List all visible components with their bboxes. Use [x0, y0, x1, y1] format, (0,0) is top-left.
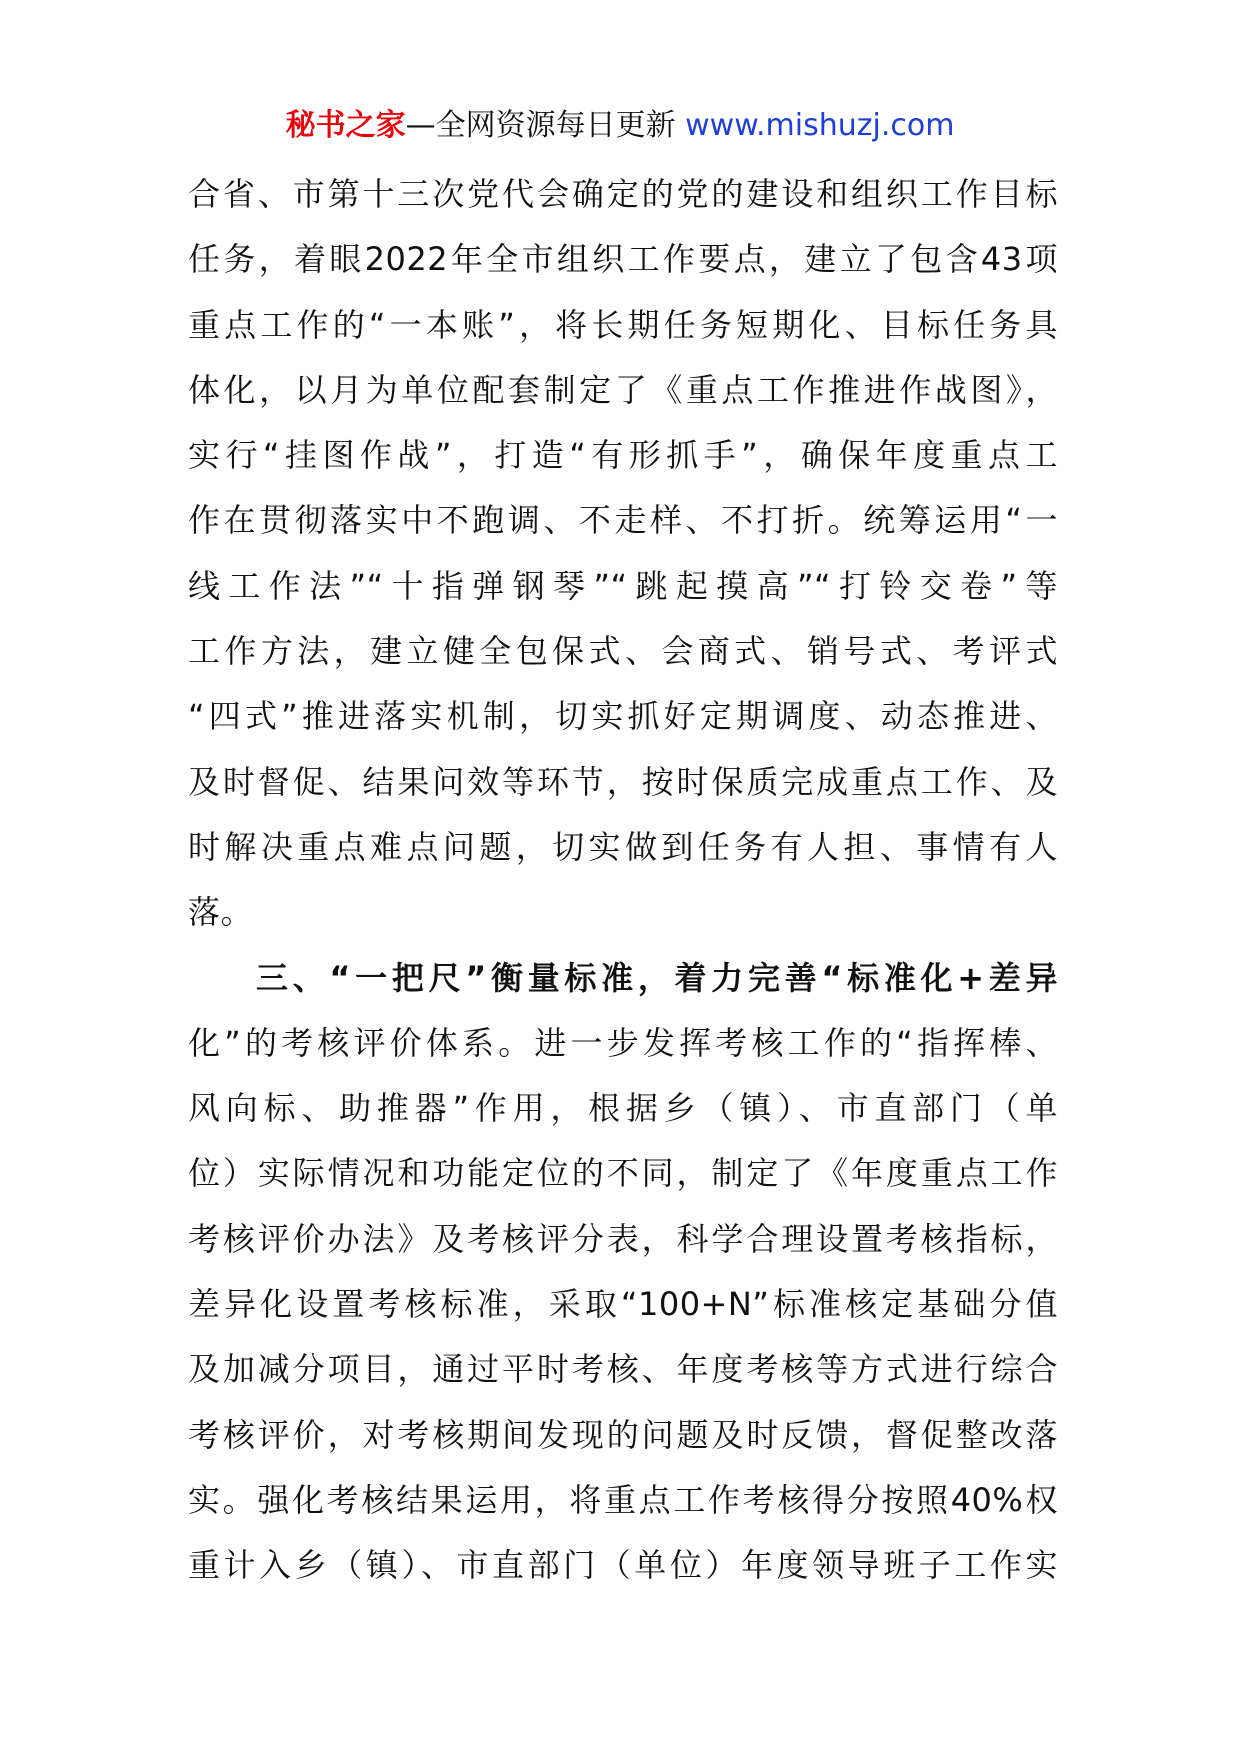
- document-body: [188, 162, 1058, 1599]
- text-line: 体化，以月为单位配套制定了《重点工作推进作战图》，: [188, 370, 1058, 409]
- text-line: “四式”推进落实机制，切实抓好定期调度、动态推进、: [188, 697, 1058, 736]
- brand-name: 秘书之家: [285, 108, 406, 143]
- text-line: 落。: [188, 893, 254, 932]
- text-line: 时解决重点难点问题，切实做到任务有人担、事情有人: [188, 827, 1058, 866]
- text-line: 重点工作的“一本账”，将长期任务短期化、目标任务具: [188, 305, 1058, 344]
- text-line: 差异化设置考核标准，采取“100+N”标准核定基础分值: [188, 1285, 1058, 1324]
- section-heading: 三、“一把尺”衡量标准，着力完善“标准化+差异: [256, 958, 1058, 997]
- text-line: 化”的考核评价体系。进一步发挥考核工作的“指挥棒、: [188, 1023, 1058, 1062]
- text-line: 作在贯彻落实中不跑调、不走样、不打折。统筹运用“一: [188, 501, 1058, 540]
- text-line: 工作方法，建立健全包保式、会商式、销号式、考评式: [188, 632, 1058, 671]
- text-line: 及加减分项目，通过平时考核、年度考核等方式进行综合: [188, 1350, 1058, 1389]
- site-url-link[interactable]: www.mishuzj.com: [685, 108, 955, 143]
- text-line: 合省、市第十三次党代会确定的党的建设和组织工作目标: [188, 175, 1058, 213]
- text-line: 任务，着眼2022年全市组织工作要点，建立了包含43项: [188, 240, 1058, 279]
- header-tagline: —全网资源每日更新: [405, 108, 676, 143]
- text-line: 风向标、助推器”作用，根据乡（镇）、市直部门（单: [188, 1089, 1058, 1128]
- text-line: 位）实际情况和功能定位的不同，制定了《年度重点工作: [188, 1154, 1058, 1193]
- text-line: 考核评价，对考核期间发现的问题及时反馈，督促整改落: [188, 1415, 1058, 1454]
- text-line: 考核评价办法》及考核评分表，科学合理设置考核指标，: [188, 1219, 1058, 1258]
- text-line: 实。强化考核结果运用，将重点工作考核得分按照40%权: [188, 1480, 1058, 1519]
- page-header: [0, 100, 1240, 152]
- text-line: 重计入乡（镇）、市直部门（单位）年度领导班子工作实: [188, 1546, 1058, 1585]
- text-line: 及时督促、结果问效等环节，按时保质完成重点工作、及: [188, 762, 1058, 801]
- text-line: 实行“挂图作战”，打造“有形抓手”，确保年度重点工: [188, 436, 1058, 475]
- text-line: 线工作法”“十指弹钢琴”“跳起摸高”“打铃交卷”等: [188, 566, 1058, 605]
